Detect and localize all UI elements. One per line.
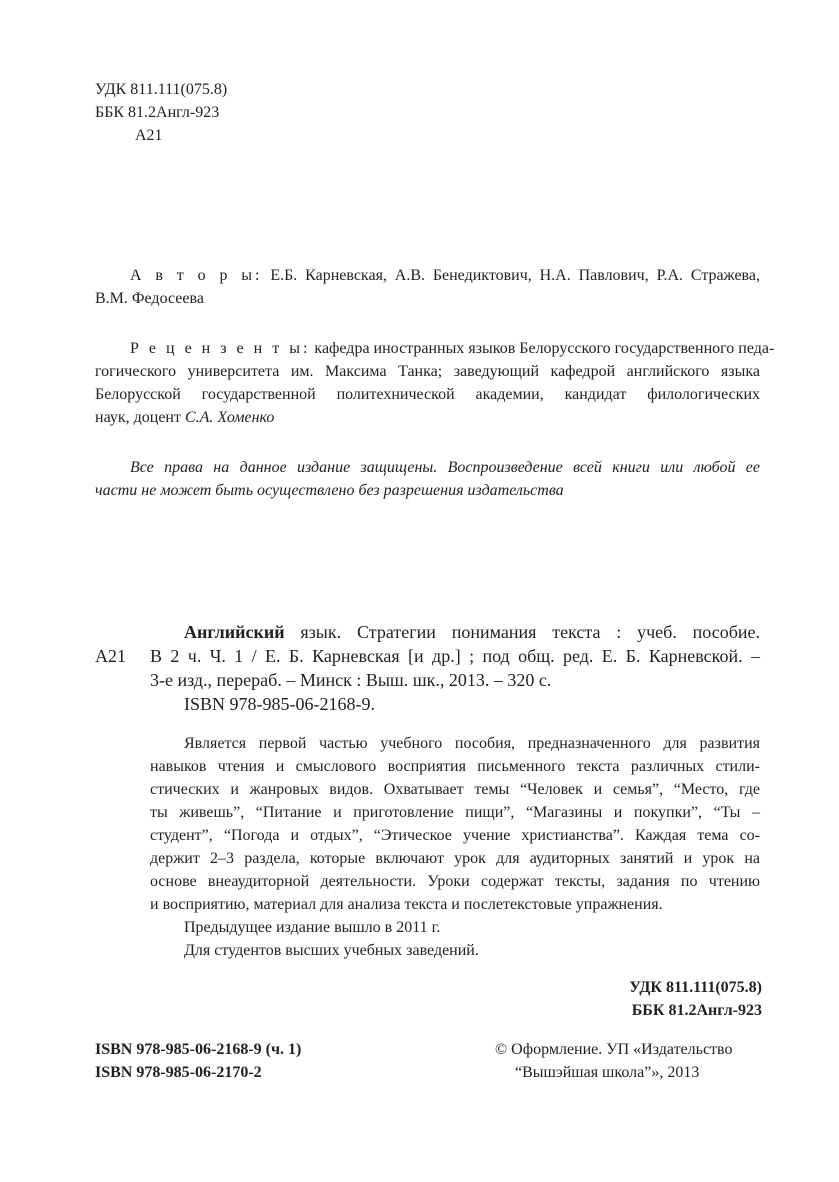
authors-line-2: В.М. Федосеева	[95, 290, 204, 307]
reviewers-text-1: кафедра иностранных языков Белорусского государственного педа-	[314, 340, 775, 357]
annotation-line: навыков чтения и смыслового восприятия письменного текста различных стили-	[150, 758, 760, 775]
rights-line-2: части не может быть осуществлено без разрешения издательства	[95, 482, 564, 499]
annotation-line: студент”, “Погода и отдых”, “Этическое учение христианства”. Каждая тема со-	[150, 827, 760, 844]
reviewers-line-1	[130, 337, 775, 361]
classification-bbk: ББК 81.2Англ-923	[631, 1002, 762, 1019]
authors-names-1: Е.Б. Карневская, А.В. Бенедиктович, Н.А. Павлович, Р.А. Стражева,	[270, 267, 760, 284]
entry-sign: А21	[95, 646, 126, 666]
authors-label: А в т о р ы:	[130, 267, 263, 284]
isbn-part-1: ISBN 978-985-06-2168-9 (ч. 1)	[95, 1041, 302, 1058]
annotation-line: держит 2–3 раздела, которые включают урок для аудиторных занятий и урок на	[150, 850, 760, 867]
entry-title-rest: язык. Стратегии понимания текста : учеб. пособие.	[300, 622, 760, 642]
copyright-line-2: “Вышэйшая школа”», 2013	[515, 1064, 700, 1081]
author-sign: А21	[135, 127, 163, 144]
entry-title-line	[184, 619, 760, 645]
reviewers-text-4: наук, доцент	[95, 409, 181, 426]
isbn-set: ISBN 978-985-06-2170-2	[95, 1064, 262, 1081]
annotation-line: основе внеаудиторной деятельности. Уроки содержат тексты, задания по чтению	[150, 873, 760, 890]
bbk-code: ББК 81.2Англ-923	[95, 104, 220, 121]
copyright-line-1: © Оформление. УП «Издательство	[495, 1041, 733, 1058]
reviewer-name: С.А. Хоменко	[184, 409, 275, 426]
udk-code: УДК 811.111(075.8)	[95, 81, 228, 98]
annotation-line: ты живешь”, “Питание и приготовление пищи”, “Магазины и покупки”, “Ты –	[150, 804, 760, 821]
annotation-line: Является первой частью учебного пособия, предназначенного для развития	[184, 735, 760, 752]
reviewers-line-2: гогического университета им. Максима Танка; заведующий кафедрой английского языка	[95, 363, 760, 380]
reviewers-line-3: Белорусской государственной политехнической академии, кандидат филологических	[95, 386, 760, 403]
annotation-line: стических и жанровых видов. Охватывает темы “Человек и семья”, “Место, где	[150, 781, 760, 798]
entry-isbn: ISBN 978-985-06-2168-9.	[184, 694, 375, 714]
rights-line-1: Все права на данное издание защищены. Воспроизведение всей книги или любой ее	[130, 459, 760, 476]
authors-line-1	[130, 264, 760, 288]
entry-line-2: В 2 ч. Ч. 1 / Е. Б. Карневская [и др.] ; под общ. ред. Е. Б. Карневской. –	[150, 646, 760, 666]
annotation-line: и восприятию, материал для анализа текста и послетекстовые упражнения.	[150, 896, 663, 913]
audience: Для студентов высших учебных заведений.	[184, 942, 479, 959]
entry-title-bold: Английский	[184, 622, 285, 642]
classification-udk: УДК 811.111(075.8)	[629, 979, 762, 996]
previous-edition: Предыдущее издание вышло в 2011 г.	[184, 919, 441, 936]
reviewers-label: Р е ц е н з е н т ы:	[130, 340, 311, 357]
reviewers-line-4	[95, 406, 274, 430]
entry-line-3: 3-е изд., перераб. – Минск : Выш. шк., 2013. – 320 с.	[150, 670, 552, 690]
